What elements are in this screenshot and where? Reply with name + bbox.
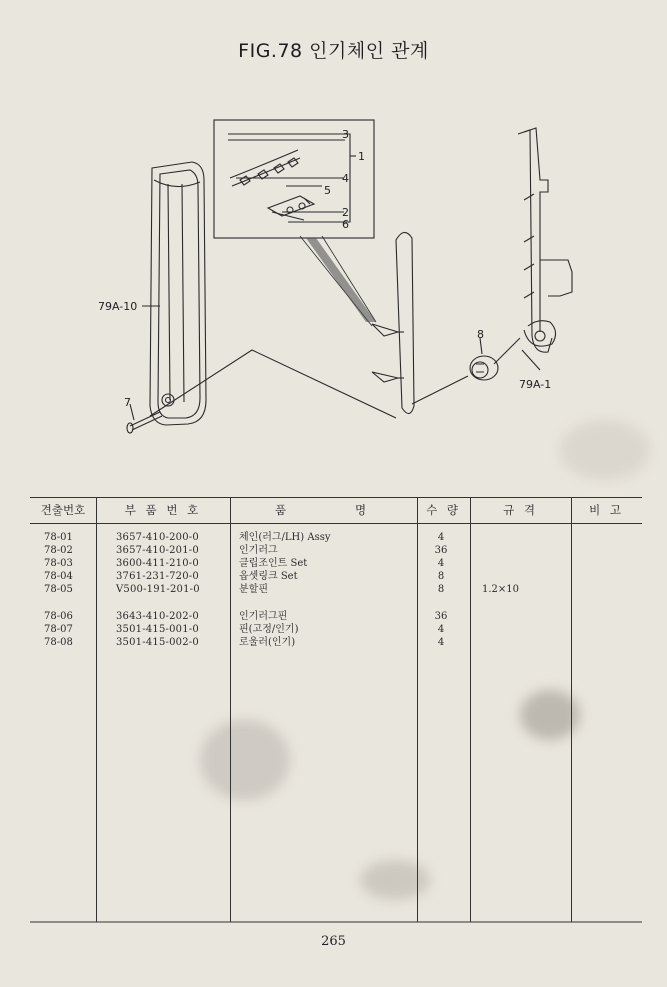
label-1: 1 (358, 150, 365, 163)
label-3: 3 (342, 128, 349, 141)
label-6: 6 (342, 218, 349, 231)
row-no: 78-07 (44, 624, 73, 635)
row-name: 분할핀 (239, 584, 268, 595)
row-name: 핀(고정/인기) (239, 624, 299, 635)
label-8: 8 (477, 328, 484, 341)
row-part-number: 3501-415-001-0 (116, 624, 199, 635)
row-name: 인기러그 (239, 545, 278, 556)
header-no: 견출번호 (40, 503, 86, 517)
row-qty: 4 (437, 532, 445, 543)
row-no: 78-02 (44, 545, 73, 556)
row-name: 옵셋링크 Set (239, 571, 298, 582)
ref-79a-1: 79A-1 (519, 378, 552, 391)
table-row (30, 557, 642, 570)
row-part-number: 3643-410-202-0 (116, 611, 199, 622)
table-row (30, 570, 642, 583)
page-number: 265 (321, 934, 346, 949)
table-row (30, 583, 642, 596)
row-qty: 36 (434, 545, 448, 556)
label-7: 7 (124, 396, 131, 409)
row-no: 78-05 (44, 584, 73, 595)
label-2: 2 (342, 206, 349, 219)
row-part-number: 3761-231-720-0 (116, 571, 199, 582)
zoom-wedge (306, 238, 376, 322)
row-qty: 36 (434, 611, 448, 622)
table-row (30, 531, 642, 544)
ref-79a-10: 79A-10 (98, 300, 138, 313)
roller-drawing (470, 356, 498, 380)
table-row (30, 610, 642, 623)
row-no: 78-01 (44, 532, 73, 543)
label-5: 5 (324, 184, 331, 197)
header-remark: 비 고 (589, 503, 624, 517)
header-spec: 규 격 (503, 503, 538, 517)
row-name: 인기러그핀 (239, 611, 288, 622)
header-qty: 수 량 (426, 503, 461, 517)
row-name: 로울러(인기) (239, 637, 296, 648)
table-row (30, 623, 642, 636)
header-name-a: 품 (274, 503, 290, 517)
row-qty: 8 (437, 571, 445, 582)
row-no: 78-03 (44, 558, 73, 569)
table-row (30, 636, 642, 649)
row-part-number: 3600-411-210-0 (116, 558, 199, 569)
row-qty: 8 (437, 584, 445, 595)
table-row (30, 544, 642, 557)
row-no: 78-04 (44, 571, 73, 582)
row-part-number: 3501-415-002-0 (116, 637, 199, 648)
label-4: 4 (342, 172, 349, 185)
row-part-number: 3657-410-200-0 (116, 532, 199, 543)
header-part-number: 부 품 번 호 (124, 503, 202, 517)
header-name-b: 명 (354, 503, 370, 517)
parts-table (30, 497, 642, 923)
row-qty: 4 (437, 624, 445, 635)
parts-diagram (0, 100, 667, 480)
page-title: FIG.78 인기체인 관계 (238, 40, 429, 62)
right-frame-drawing (518, 128, 572, 352)
chain-detail-drawing (230, 150, 314, 220)
row-part-number: V500-191-201-0 (116, 584, 200, 595)
chain-bracket-drawing (372, 232, 414, 413)
row-spec: 1.2×10 (482, 584, 520, 595)
row-qty: 4 (437, 558, 445, 569)
row-qty: 4 (437, 637, 445, 648)
row-no: 78-08 (44, 637, 73, 648)
row-name: 체인(러그/LH) Assy (239, 532, 331, 543)
row-part-number: 3657-410-201-0 (116, 545, 199, 556)
row-name: 클립조인트 Set (239, 558, 308, 569)
row-no: 78-06 (44, 611, 73, 622)
